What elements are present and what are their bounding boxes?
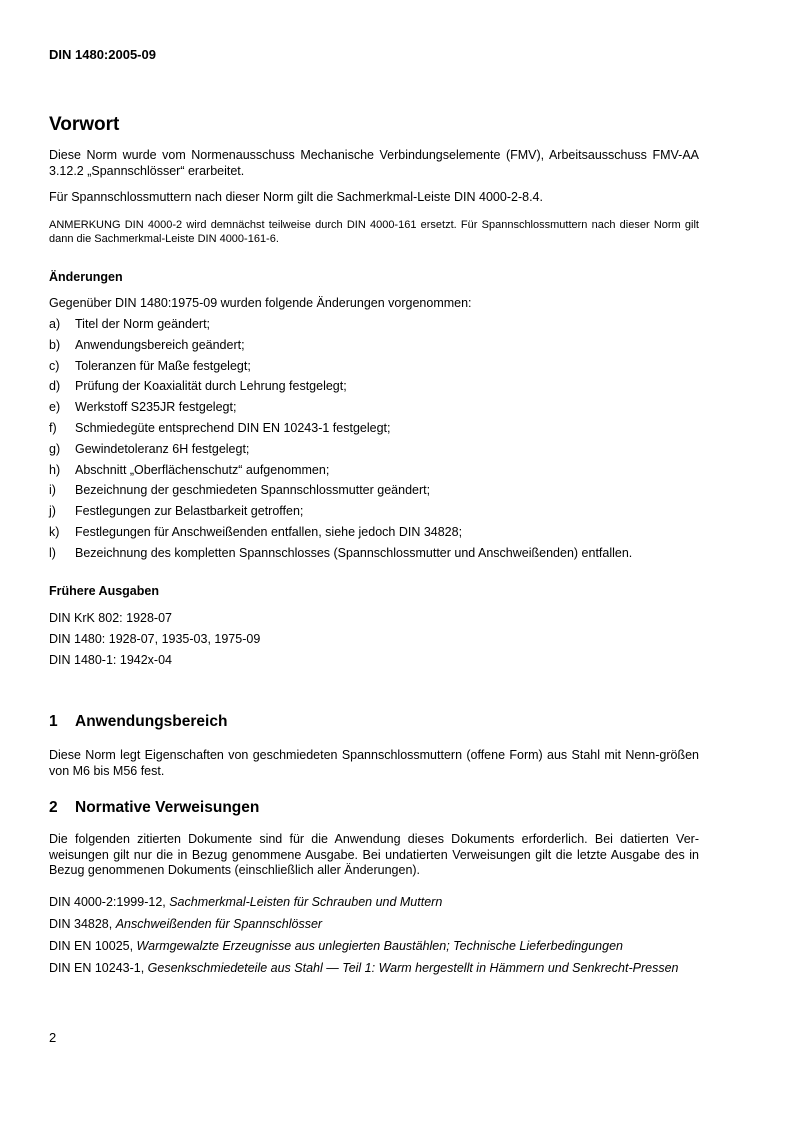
list-item-text: Bezeichnung des kompletten Spannschlosses (Spannschlossmutter und Anschweißenden) entfallen. — [75, 545, 633, 560]
list-item — [49, 400, 632, 421]
section-number: 2 — [49, 799, 58, 816]
normative-reference — [49, 895, 699, 911]
list-item-label: k) — [49, 524, 60, 539]
reference-title: Gesenkschmiedeteile aus Stahl — Teil 1: Warm hergestellt in Hämmern und Senkrecht-Pressen — [147, 961, 679, 975]
list-item-text: Prüfung der Koaxialität durch Lehrung festgelegt; — [75, 379, 347, 394]
list-item-label: g) — [49, 441, 61, 456]
changes-intro: Gegenüber DIN 1480:1975-09 wurden folgende Änderungen vorgenommen: — [49, 296, 472, 310]
section-title: Anwendungsbereich — [75, 713, 228, 730]
normative-reference — [49, 939, 699, 955]
foreword-title: Vorwort — [49, 114, 120, 135]
list-item-label: b) — [49, 337, 61, 352]
list-item-label: i) — [49, 483, 56, 498]
section-2-heading — [49, 799, 259, 817]
section-2-text: Die folgenden zitierten Dokumente sind für die Anwendung dieses Dokuments erforderlich. Bei datierten Ver-weisungen gilt nur die in Bezug genommene Ausgabe. Bei undatierten Verweisungen gilt die letzte Ausgabe des in Bezug genommenen Dokuments (einschließlich aller Änderungen). — [49, 832, 699, 877]
list-item-text: Titel der Norm geändert; — [75, 317, 211, 331]
list-item — [49, 421, 632, 442]
section-1-text: Diese Norm legt Eigenschaften von geschmiedeten Spannschlossmuttern (offene Form) aus Stahl mit Nenn-größen von M6 bis M56 fest. — [49, 748, 699, 778]
list-item-text: Werkstoff S235JR festgelegt; — [75, 400, 237, 415]
list-item — [49, 463, 632, 484]
list-item-label: j) — [49, 504, 56, 519]
list-item-text: Schmiedegüte entsprechend DIN EN 10243-1 festgelegt; — [75, 420, 391, 435]
list-item — [49, 379, 632, 400]
section-title: Normative Verweisungen — [75, 799, 260, 816]
normative-reference — [49, 961, 699, 977]
foreword-paragraph-2: Für Spannschlossmuttern nach dieser Norm gilt die Sachmerkmal-Leiste DIN 4000-2-8.4. — [49, 190, 543, 204]
reference-title: Warmgewalzte Erzeugnisse aus unlegierten Baustählen; Technische Lieferbedingungen — [136, 939, 623, 953]
list-item — [49, 504, 632, 525]
reference-code: DIN 4000-2:1999-12, — [49, 895, 170, 909]
list-item — [49, 546, 632, 567]
reference-title: Sachmerkmal-Leisten für Schrauben und Muttern — [169, 895, 443, 909]
list-item-text: Abschnitt „Oberflächenschutz“ aufgenommen; — [75, 462, 330, 477]
list-item-text: Anwendungsbereich geändert; — [75, 337, 245, 352]
list-item-label: f) — [49, 420, 57, 435]
list-item — [49, 483, 632, 504]
page-number: 2 — [49, 1030, 57, 1045]
earlier-editions-heading: Frühere Ausgaben — [49, 584, 159, 598]
list-item-text: Bezeichnung der geschmiedeten Spannschlossmutter geändert; — [75, 483, 431, 498]
reference-title: Anschweißenden für Spannschlösser — [115, 917, 323, 931]
list-item — [49, 338, 632, 359]
section-number: 1 — [49, 713, 58, 730]
earlier-edition-line: DIN KrK 802: 1928-07 — [49, 611, 172, 625]
reference-code: DIN 34828, — [49, 917, 116, 931]
list-item-label: c) — [49, 358, 60, 373]
foreword-note: ANMERKUNG DIN 4000-2 wird demnächst teilweise durch DIN 4000-161 ersetzt. Für Spannschlossmuttern nach dieser Norm gilt dann die Sachmerkmal-Leiste DIN 4000-161-6. — [49, 219, 699, 245]
list-item-text: Toleranzen für Maße festgelegt; — [75, 358, 251, 373]
list-item-label: a) — [49, 317, 61, 331]
reference-code: DIN EN 10243-1, — [49, 961, 148, 975]
section-1-heading — [49, 713, 227, 731]
list-item-text: Gewindetoleranz 6H festgelegt; — [75, 441, 250, 456]
changes-heading: Änderungen — [49, 270, 123, 284]
list-item-text: Festlegungen zur Belastbarkeit getroffen; — [75, 504, 304, 519]
reference-code: DIN EN 10025, — [49, 939, 137, 953]
list-item — [49, 317, 632, 338]
list-item — [49, 442, 632, 463]
document-id: DIN 1480:2005-09 — [49, 47, 156, 62]
list-item — [49, 359, 632, 380]
earlier-edition-line: DIN 1480-1: 1942x-04 — [49, 653, 172, 667]
normative-reference — [49, 917, 699, 933]
list-item-label: l) — [49, 545, 56, 560]
changes-list — [49, 317, 632, 567]
list-item — [49, 525, 632, 546]
list-item-label: h) — [49, 462, 61, 477]
list-item-text: Festlegungen für Anschweißenden entfallen, siehe jedoch DIN 34828; — [75, 524, 463, 539]
list-item-label: d) — [49, 379, 61, 394]
list-item-label: e) — [49, 400, 61, 415]
earlier-edition-line: DIN 1480: 1928-07, 1935-03, 1975-09 — [49, 632, 261, 646]
foreword-paragraph-1: Diese Norm wurde vom Normenausschuss Mechanische Verbindungselemente (FMV), Arbeitsausschuss FMV-AA 3.12.2 „Spannschlösser“ erarbeitet. — [49, 148, 699, 178]
